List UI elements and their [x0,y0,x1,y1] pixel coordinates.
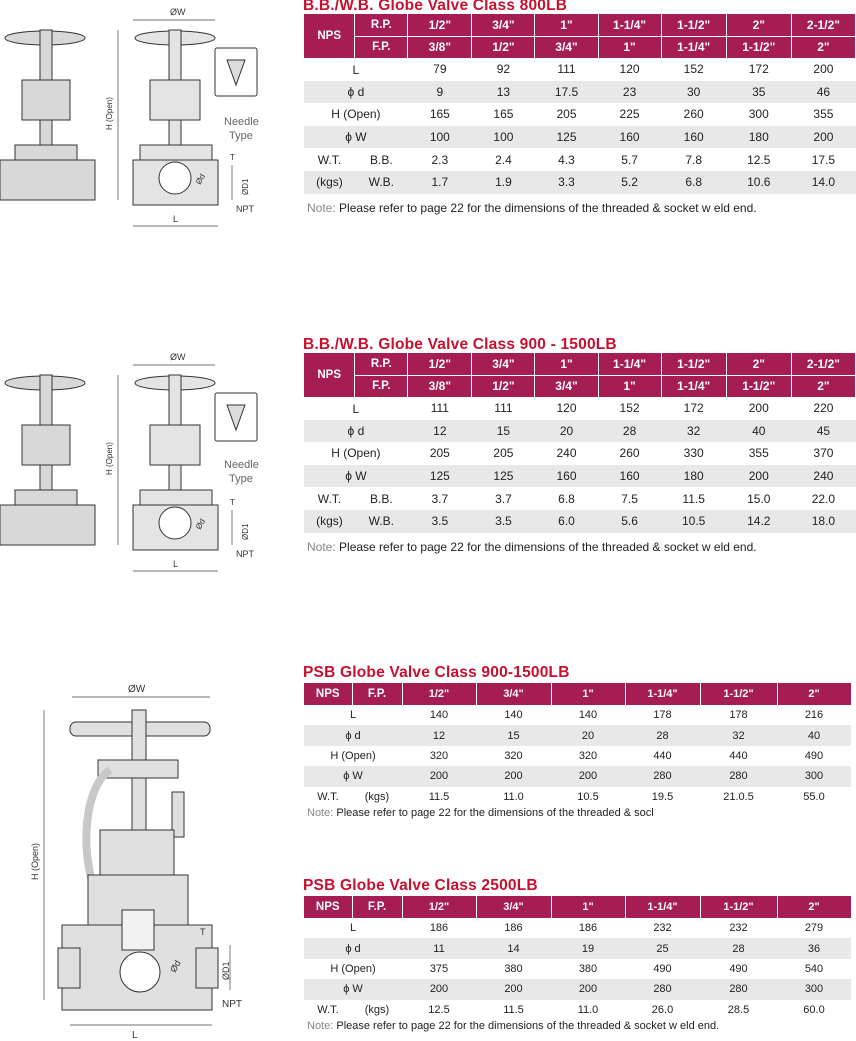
dim-d1-label: ØD1 [221,961,231,980]
table-cell: 279 [804,922,824,935]
size-header: 1-1/2" [726,36,791,58]
table-cell: 18.0 [791,510,855,533]
table-cell: 14.2 [726,510,791,533]
row-sublabel: (kgs) [364,1003,390,1016]
table-cell: 152 [619,401,640,416]
table-cell: 125 [535,126,598,149]
table-cell: 200 [402,766,476,786]
table-cell: 19 [551,938,625,958]
row-sublabel: W.B. [355,171,408,194]
table-cell: 30 [661,81,726,104]
table-cell: 100 [408,126,472,149]
table-cell: 490 [653,962,672,975]
table-row [304,938,851,958]
table-cell: 28 [625,725,700,745]
row-label: ϕ W [304,979,402,999]
table-cell: 200 [551,979,625,999]
table-cell: 216 [804,709,824,722]
table-cell: 13 [472,81,535,104]
table-cell: 165 [429,107,450,122]
table-cell: 5.2 [598,171,661,194]
table-cell: 11.5 [682,491,705,506]
table-cell: 178 [729,709,748,722]
table-cell: 10.5 [661,510,726,533]
table-cell: 355 [813,107,834,122]
size-header: 1/2" [408,14,472,36]
table-cell: 178 [653,709,672,722]
needle-type-label: Type [229,130,253,142]
size-header: 1-1/4" [598,353,661,375]
table-cell: 240 [556,446,577,461]
row-label: ϕ d [304,938,402,958]
table-cell: 19.5 [651,790,674,803]
size-header: 1" [551,683,625,705]
table-cell: 6.8 [558,491,575,506]
table-cell: 330 [683,446,704,461]
row-label: L [352,62,360,77]
table-cell: 21.0.5 [723,790,754,803]
table-cell: 7.5 [621,491,638,506]
table-cell: 46 [791,81,855,104]
row-label: ϕ W [304,766,402,786]
size-header: 3/4" [535,375,598,397]
table-cell: 111 [557,62,576,77]
table-cell: 160 [598,126,661,149]
table-cell: 490 [729,962,748,975]
table-cell: 15.0 [747,491,771,506]
size-header: 1" [535,353,598,375]
note-key: Note: [307,201,336,215]
nps-header: NPS [304,896,352,918]
table-cell: 232 [729,922,748,935]
table-cell: 12.5 [428,1003,450,1016]
table-cell: 14 [476,938,551,958]
dim-d1-label: ØD1 [241,178,250,195]
npt-label: NPT [236,204,254,214]
section-title: B.B./W.B. Globe Valve Class 800LB [303,0,568,14]
table-cell: 120 [556,401,577,416]
table-cell: 100 [472,126,535,149]
size-header: 1/2" [402,683,476,705]
table-cell: 55.0 [803,790,825,803]
size-header: 3/4" [535,36,598,58]
section-title: PSB Globe Valve Class 2500LB [303,877,538,894]
size-header: 1/2" [402,896,476,918]
table-cell: 3.7 [495,491,512,506]
row-label: ϕ d [304,725,402,745]
needle-type-label: Needle [224,459,259,471]
table-cell: 17.5 [535,81,598,104]
table-cell: 280 [700,979,777,999]
table-cell: 380 [578,962,598,975]
table-cell: 22.0 [811,491,836,506]
size-header: 2" [726,353,791,375]
fp-header: F.P. [355,375,408,397]
row-label: ϕ W [304,465,408,488]
table-cell: 40 [726,420,791,443]
row-label: W.T. [317,1003,339,1016]
nps-header: NPS [304,683,352,705]
dim-t-label: T [230,153,235,162]
dim-l-label: L [173,214,179,224]
size-header: 1-1/4" [661,375,726,397]
needle-type-label: Needle [224,116,259,128]
size-header: 3/4" [476,896,551,918]
size-header: 2" [726,14,791,36]
size-header: 1-1/2" [661,353,726,375]
table-cell: 10.6 [726,171,791,194]
table-cell: 152 [683,62,704,77]
table-cell: 14.0 [791,171,855,194]
table-cell: 1.7 [408,171,472,194]
table-cell: 6.8 [661,171,726,194]
table-cell: 111 [430,401,449,416]
table-cell: 200 [748,401,769,416]
section-title: PSB Globe Valve Class 900-1500LB [303,664,570,681]
size-header: 1-1/4" [661,36,726,58]
size-header: 3/4" [476,683,551,705]
table-cell: 3.3 [535,171,598,194]
table-cell: 440 [653,749,672,762]
table-cell: 140 [429,709,449,722]
note-key: Note: [307,807,334,819]
table-cell: 200 [402,979,476,999]
note-text: Please refer to page 22 for the dimensions of the threaded & socket w eld end. [335,201,757,215]
size-header: 1/2" [408,353,472,375]
note-key: Note: [307,1020,334,1032]
table-cell: 140 [504,709,523,722]
dim-d-label: Ød [193,517,208,531]
table-cell: 260 [619,446,640,461]
table-cell: 60.0 [803,1003,825,1016]
size-header: 1" [551,896,625,918]
table-cell: 32 [700,725,777,745]
needle-type-label: Type [229,473,253,485]
table-cell: 540 [804,962,824,975]
dim-d-label: Ød [193,172,208,186]
table-cell: 11.5 [428,790,450,803]
size-header: 2" [791,36,855,58]
row-label: H (Open) [331,446,381,461]
table-cell: 200 [813,62,834,77]
table-cell: 20 [551,725,625,745]
npt-label: NPT [236,549,254,559]
table-cell: 11 [402,938,476,958]
table-cell: 300 [777,979,851,999]
table-cell: 25 [625,938,700,958]
size-header: 1-1/2" [700,896,777,918]
row-label: ϕ W [304,126,408,149]
table-cell: 11.0 [577,1003,599,1016]
size-header: 1-1/2" [700,683,777,705]
table-cell: 36 [777,938,851,958]
size-header: 1" [598,375,661,397]
row-sublabel: W.B. [355,510,408,533]
table-cell: 125 [408,465,472,488]
row-label: ϕ d [304,81,408,104]
row-sublabel: B.B. [369,152,393,167]
rp-header: R.P. [355,14,408,36]
table-cell: 35 [726,81,791,104]
table-note [307,1020,719,1032]
table-cell: 3.7 [431,491,449,506]
table-cell: 320 [429,749,449,762]
row-label: L [349,709,357,722]
note-text: Please refer to page 22 for the dimensions of the threaded & socket w eld end. [333,1020,720,1032]
size-header: 3/4" [472,14,535,36]
note-text: Please refer to page 22 for the dimensions of the threaded & socket w eld end. [335,540,757,554]
table-row [304,1000,851,1020]
note-key: Note: [307,540,336,554]
dim-d-label: Ød [168,958,183,974]
table-cell: 12 [408,420,472,443]
table-cell: 225 [619,107,640,122]
table-cell: 375 [429,962,449,975]
table-cell: 280 [700,766,777,786]
table-cell: 186 [504,922,523,935]
dim-t-label: T [200,927,206,937]
nps-header: NPS [304,14,355,58]
table-cell: 111 [494,401,513,416]
table-cell: 15 [472,420,535,443]
table-cell: 23 [598,81,661,104]
table-cell: 7.8 [685,152,702,167]
row-label: (kgs) [304,171,355,194]
rp-header: R.P. [355,353,408,375]
size-header: 1-1/4" [598,14,661,36]
table-cell: 172 [683,401,704,416]
row-label: L [352,401,360,416]
dim-l-label: L [173,559,179,569]
table-cell: 9 [408,81,472,104]
table-cell: 200 [476,979,551,999]
table-cell: 28 [700,938,777,958]
table-cell: 300 [777,766,851,786]
table-cell: 5.6 [598,510,661,533]
table-cell: 5.7 [621,152,638,167]
table-cell: 380 [504,962,523,975]
table-cell: 280 [625,979,700,999]
dim-w-label: ØW [128,684,146,695]
dim-d1-label: ØD1 [241,523,250,540]
npt-label: NPT [222,999,242,1010]
section-title: B.B./W.B. Globe Valve Class 900 - 1500LB [303,336,617,353]
size-header: 2" [777,896,851,918]
table-cell: 172 [748,62,769,77]
table-cell: 40 [777,725,851,745]
size-header: 2" [777,683,851,705]
table-cell: 120 [619,62,640,77]
table-cell: 20 [535,420,598,443]
table-cell: 1.9 [472,171,535,194]
note-text: Please refer to page 22 for the dimensions of the threaded & socl [333,807,654,819]
table-cell: 2.3 [431,152,449,167]
size-header: 1-1/4" [625,896,700,918]
table-cell: 45 [791,420,855,443]
table-cell: 6.0 [535,510,598,533]
size-header: 1-1/4" [625,683,700,705]
size-header: 1/2" [472,375,535,397]
size-header: 1-1/2" [661,14,726,36]
size-header: 3/8" [408,375,472,397]
table-cell: 28 [598,420,661,443]
table-cell: 490 [804,749,824,762]
table-cell: 12 [402,725,476,745]
table-row [304,918,851,938]
fp-header: F.P. [352,683,402,705]
row-sublabel: (kgs) [364,790,390,803]
fp-header: F.P. [352,896,402,918]
fp-header: F.P. [355,36,408,58]
table-cell: 280 [625,766,700,786]
table-cell: 79 [433,62,447,77]
row-label: W.T. [317,152,342,167]
table-cell: 140 [578,709,598,722]
table-cell: 300 [748,107,769,122]
table-row [304,959,851,979]
table-cell: 186 [578,922,598,935]
table-cell: 2.4 [495,152,512,167]
table-cell: 92 [496,62,511,77]
row-label: L [349,922,357,935]
table-cell: 17.5 [811,152,836,167]
table-cell: 220 [813,401,834,416]
table-cell: 370 [813,446,834,461]
table-cell: 32 [661,420,726,443]
table-cell: 165 [493,107,514,122]
table-cell: 205 [429,446,450,461]
size-header: 3/4" [472,353,535,375]
table-row [304,979,851,999]
row-label: ϕ d [304,420,408,443]
size-header: 1-1/2" [726,375,791,397]
table-cell: 180 [726,126,791,149]
table-cell: 28.5 [727,1003,750,1016]
table-cell: 3.5 [408,510,472,533]
dim-h-label: H (Open) [30,842,40,880]
size-header: 2-1/2" [791,353,855,375]
table-cell: 320 [578,749,598,762]
table-cell: 160 [661,126,726,149]
table-cell: 3.5 [472,510,535,533]
table-cell: 200 [551,766,625,786]
table-cell: 160 [535,465,598,488]
table-cell: 160 [598,465,661,488]
table-cell: 11.5 [503,1003,524,1016]
table-cell: 4.3 [558,152,575,167]
size-header: 1" [598,36,661,58]
row-label: W.T. [317,790,339,803]
row-label: W.T. [317,491,342,506]
table-cell: 186 [429,922,449,935]
dim-w-label: ØW [170,7,186,17]
table-cell: 10.5 [577,790,599,803]
table-cell: 200 [476,766,551,786]
table-cell: 205 [493,446,514,461]
table-cell: 260 [683,107,704,122]
row-label: H (Open) [331,107,381,122]
size-header: 1" [535,14,598,36]
row-label: H (Open) [330,749,376,762]
table-cell: 26.0 [651,1003,674,1016]
table-cell: 205 [556,107,577,122]
table-cell: 15 [476,725,551,745]
table-cell: 125 [472,465,535,488]
table-cell: 200 [791,126,855,149]
dim-w-label: ØW [170,352,186,362]
size-header: 3/8" [408,36,472,58]
table-cell: 320 [504,749,523,762]
row-sublabel: B.B. [369,491,393,506]
row-label: (kgs) [304,510,355,533]
table-cell: 180 [661,465,726,488]
nps-header: NPS [304,353,355,397]
dim-t-label: T [230,498,235,507]
table-cell: 440 [729,749,748,762]
size-header: 2" [791,375,855,397]
table-cell: 200 [726,465,791,488]
dim-l-label: L [132,1030,138,1040]
row-label: H (Open) [330,962,376,975]
size-header: 2-1/2" [791,14,855,36]
table-cell: 12.5 [747,152,771,167]
spec-table [304,896,852,1020]
table-cell: 240 [791,465,855,488]
size-header: 1/2" [472,36,535,58]
table-cell: 11.0 [503,790,524,803]
table-cell: 355 [748,446,769,461]
table-cell: 232 [653,922,672,935]
dim-h-label: H (Open) [105,442,114,475]
dim-h-label: H (Open) [105,97,114,130]
